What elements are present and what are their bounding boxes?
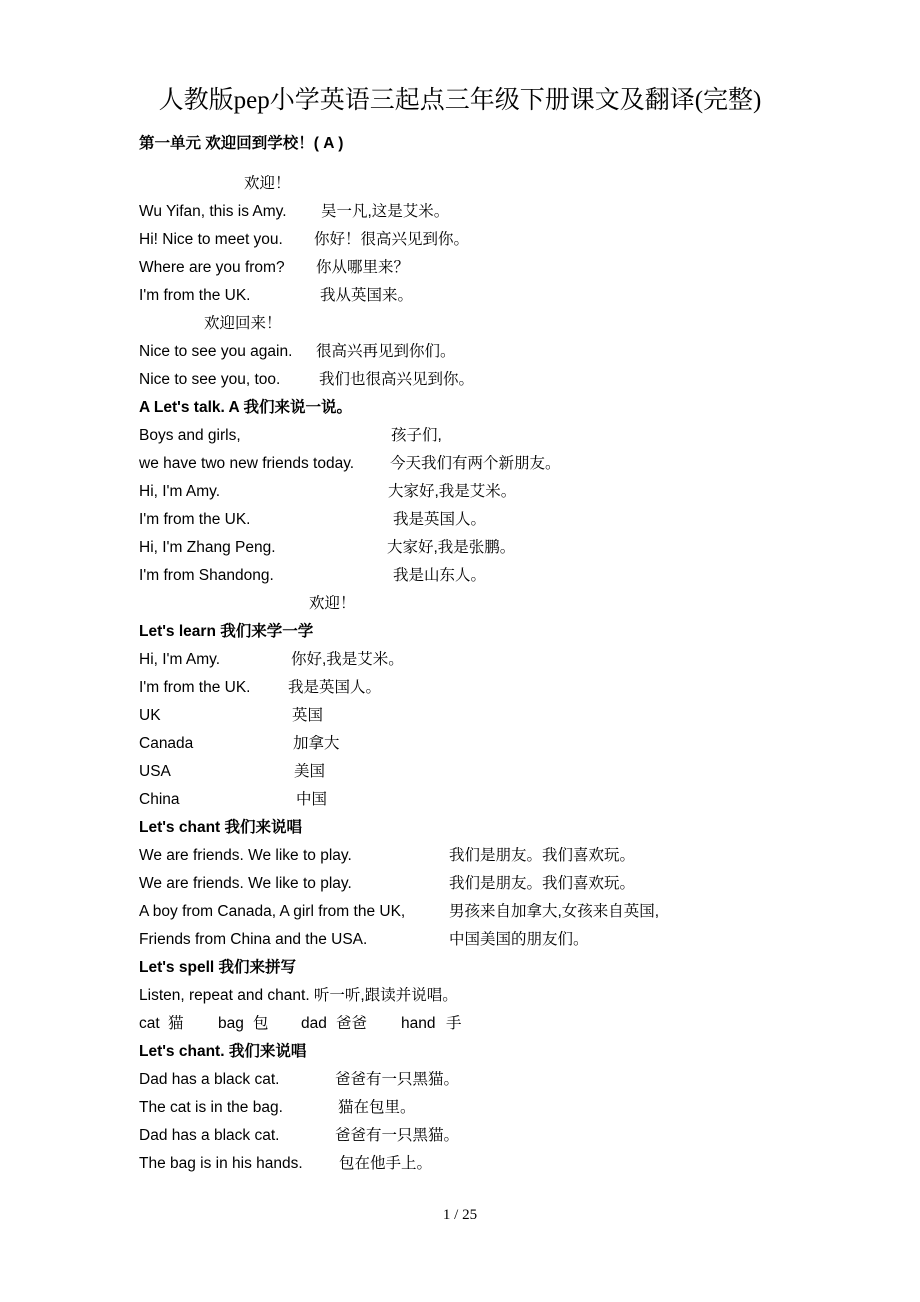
chinese-translation: 爸爸有一只黑猫。 <box>335 1071 460 1088</box>
english-text: Hi, I'm Amy. <box>139 483 221 500</box>
spell-word-translation: 包 <box>253 1015 269 1032</box>
spell-word-translation: 猫 <box>168 1015 184 1032</box>
chant2-heading: Let's chant. 我们来说唱 <box>139 1043 307 1060</box>
spell-word: cat <box>139 1015 160 1032</box>
spell-word-translation: 手 <box>446 1015 462 1032</box>
english-text: Canada <box>139 735 194 752</box>
chinese-translation: 孩子们, <box>391 427 442 444</box>
chinese-translation: 吴一凡,这是艾米。 <box>321 203 450 220</box>
english-text: Wu Yifan, this is Amy. <box>139 203 287 220</box>
english-text: Hi, I'm Amy. <box>139 651 221 668</box>
chinese-translation: 你好！很高兴见到你。 <box>314 231 470 248</box>
chinese-translation: 男孩来自加拿大,女孩来自英国, <box>449 903 660 920</box>
chinese-translation: 我们也很高兴见到你。 <box>319 371 475 388</box>
english-text: Hi, I'm Zhang Peng. <box>139 539 276 556</box>
english-text: China <box>139 791 180 808</box>
english-text: we have two new friends today. <box>139 455 355 472</box>
chinese-translation: 今天我们有两个新朋友。 <box>390 455 561 472</box>
spell-word: hand <box>401 1015 436 1032</box>
unit-heading: 第一单元 欢迎回到学校！( A ) <box>139 135 344 152</box>
english-text: The bag is in his hands. <box>139 1155 303 1172</box>
chinese-translation: 包在他手上。 <box>339 1155 433 1172</box>
chinese-translation: 中国美国的朋友们。 <box>449 931 589 948</box>
english-text: A boy from Canada, A girl from the UK, <box>139 903 406 920</box>
chinese-translation: 我是英国人。 <box>288 679 382 696</box>
english-text: Dad has a black cat. <box>139 1071 280 1088</box>
chinese-translation: 美国 <box>294 763 326 780</box>
chinese-translation: 大家好,我是张鹏。 <box>387 539 516 556</box>
spell-instruction: Listen, repeat and chant. 听一听,跟读并说唱。 <box>139 987 458 1004</box>
chinese-translation: 我从英国来。 <box>320 287 414 304</box>
english-text: The cat is in the bag. <box>139 1099 283 1116</box>
english-text: Friends from China and the USA. <box>139 931 368 948</box>
english-text: Nice to see you, too. <box>139 371 281 388</box>
chinese-translation: 很高兴再见到你们。 <box>316 343 456 360</box>
page-number: 1 / 25 <box>442 1207 478 1223</box>
english-text: I'm from Shandong. <box>139 567 274 584</box>
chinese-translation: 我是山东人。 <box>393 567 487 584</box>
chinese-translation: 中国 <box>296 791 328 808</box>
learn-heading: Let's learn 我们来学一学 <box>139 623 314 640</box>
spell-heading: Let's spell 我们来拼写 <box>139 959 296 976</box>
dialog2-heading: 欢迎回来！ <box>204 315 282 332</box>
document-title: 人教版pep小学英语三起点三年级下册课文及翻译(完整) <box>158 87 762 114</box>
dialog1-heading: 欢迎！ <box>244 175 291 192</box>
chinese-translation: 我们是朋友。我们喜欢玩。 <box>449 875 636 892</box>
chinese-translation: 你从哪里来？ <box>316 259 410 276</box>
chinese-translation: 爸爸有一只黑猫。 <box>335 1127 460 1144</box>
chinese-translation: 加拿大 <box>293 735 340 752</box>
chinese-translation: 猫在包里。 <box>338 1099 416 1116</box>
spell-word-translation: 爸爸 <box>336 1015 368 1032</box>
chinese-translation: 我是英国人。 <box>393 511 487 528</box>
english-text: Dad has a black cat. <box>139 1127 280 1144</box>
spell-word: bag <box>218 1015 244 1032</box>
english-text: Hi! Nice to meet you. <box>139 231 283 248</box>
english-text: I'm from the UK. <box>139 511 251 528</box>
talk-heading: A Let's talk. A 我们来说一说。 <box>139 399 352 416</box>
english-text: I'm from the UK. <box>139 287 251 304</box>
english-text: I'm from the UK. <box>139 679 251 696</box>
english-text: We are friends. We like to play. <box>139 875 352 892</box>
chinese-translation: 我们是朋友。我们喜欢玩。 <box>449 847 636 864</box>
english-text: Boys and girls, <box>139 427 241 444</box>
chinese-translation: 英国 <box>292 707 324 724</box>
english-text: Nice to see you again. <box>139 343 293 360</box>
english-text: Where are you from? <box>139 259 285 276</box>
talk-closing: 欢迎！ <box>309 595 356 612</box>
chant1-heading: Let's chant 我们来说唱 <box>139 819 303 836</box>
spell-word: dad <box>301 1015 327 1032</box>
chinese-translation: 你好,我是艾米。 <box>291 651 404 668</box>
english-text: USA <box>139 763 171 780</box>
english-text: UK <box>139 707 161 724</box>
chinese-translation: 大家好,我是艾米。 <box>388 483 517 500</box>
english-text: We are friends. We like to play. <box>139 847 352 864</box>
